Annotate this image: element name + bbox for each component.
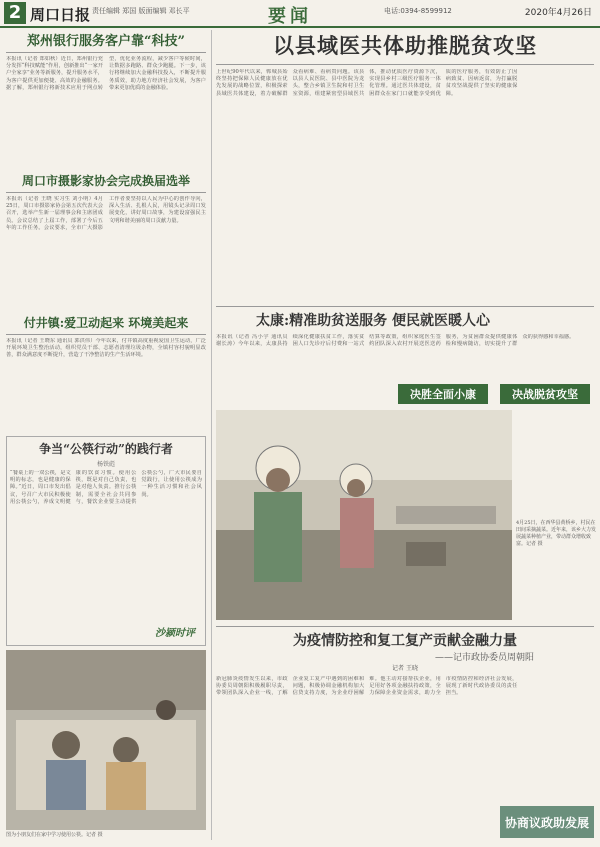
children-photo-caption: 图为小朋友们在家中学习使用公筷。记者 摄: [6, 832, 103, 838]
headline-bank: 郑州银行服务客户靠“科技”: [27, 34, 185, 49]
article-finance: [216, 630, 594, 834]
banner-tuopin: 决战脱贫攻坚: [500, 384, 590, 404]
page-header: [0, 0, 600, 28]
section-title: 要闻: [268, 6, 312, 27]
body-column: “餐桌上的一双公筷，是文明的标志，也是健康的保障。”近日，周口市发出倡议，号召广大市民积极使用公筷公勺，养成文明健康的饮食习惯。使用公筷，既是对自己负责，也是对他人负责。推行公筷制，需要全社会共同参与，餐饮企业要主动提供公筷公勺，广大市民要自觉践行，让使用公筷成为一种生活习惯和社会风尚。: [10, 470, 202, 505]
column-author: 杨铁彪: [96, 461, 115, 468]
hotline: 电话:0394-8599912: [384, 7, 452, 15]
headline-photo-assoc: 周口市摄影家协会完成换届选举: [21, 174, 190, 188]
column-badge: 沙颍时评: [155, 628, 195, 639]
farmers-photo: [216, 410, 512, 620]
body-lead: 上世纪90年代以来，郸城县始终坚持把保障人民健康放在优先发展的战略位置，积极探索县域医共体建设，着力破解群众看病难、看病贵问题。该县以县人民医院、县中医院为龙头，整合乡镇卫生院和村卫生室资源，组建紧密型县域医共体，推动优质医疗资源下沉，实现县乡村三级医疗服务一体化管理。通过医共体建设，贫困群众在家门口就能享受到优质的医疗服务，有效防止了因病致贫、因病返贫，为打赢脱贫攻坚战提供了坚实的健康保障。: [216, 69, 518, 97]
banner-xiaokang: 决胜全面小康: [398, 384, 488, 404]
issue-date: 2020年4月26日: [524, 8, 592, 18]
headline-taikang: 太康:精准助贫送服务 便民就医暖人心: [256, 313, 491, 329]
subtitle-finance: ——记市政协委员周朝阳: [434, 653, 534, 663]
page-number: 2: [4, 2, 26, 24]
body-fujing: 本报讯（记者 王晓东 通讯员 郭洪伟）今年以来，付井镇高度重视爱国卫生运动，广泛开展环境卫生整治活动，组织党员干部、志愿者清理垃圾杂物，全镇村容村貌明显改善，群众满意度不断提升，营造了干净整洁的生产生活环境。: [6, 338, 206, 359]
body-photo-assoc: 本报讯（记者 王晓 实习生 刘小明）4月25日，周口市摄影家协会第五次代表大会召开，选举产生新一届理事会和主席团成员。会议总结了上届工作，部署了今后五年的工作任务。会议要求，全市广大摄影工作者要坚持以人民为中心的创作导向，深入生活、扎根人民，用镜头记录周口发展变化，讲好周口故事，为建设富强民主文明和谐美丽的周口贡献力量。: [6, 196, 206, 231]
newspaper-brand: 周口日报: [30, 6, 91, 24]
farmers-photo-caption: 4月25日，在西华县黄桥乡，村民在田间采摘蔬菜。近年来，该乡大力发展蔬菜种植产业，带动群众增收致富。记者 摄: [516, 520, 597, 547]
editor-credits: 责任编辑 郑国 版面编辑 邓长平: [92, 7, 190, 15]
headline-finance: 为疫情防控和复工复产贡献金融力量: [293, 633, 517, 649]
article-fujing: [6, 314, 206, 428]
article-photo-assoc: [6, 172, 206, 302]
body-finance: 新冠肺炎疫情发生以来，市政协委员周朝阳积极履职尽责，带领团队深入企业一线，了解企业复工复产中遇到的困难和问题，积极协调金融机构加大信贷支持力度，为企业纾困解难。他主动对接帮扶企业，用足用好各项金融扶持政策，全力保障企业资金需求，助力全市疫情防控和经济社会发展，展现了新时代政协委员的责任担当。: [216, 676, 518, 697]
body-bank: 本报讯（记者 郑如秋）近日，郑州银行充分发挥“科技赋能”作用，创新推出“一家开户全家享”业务等新服务，提升服务水平，为客户提供更加便捷、高效的金融服务。据了解，郑州银行将新技术应用于网点转型，优化业务流程，减少客户等候时间，让数据多跑路、群众少跑腿。下一步，该行将继续加大金融科技投入，不断提升服务质效，助力地方经济社会发展，为客户带来更加优质的金融体验。: [6, 56, 206, 91]
headline-fujing: 付井镇:爱卫动起来 环境美起来: [23, 316, 189, 330]
article-bank: [6, 30, 206, 162]
article-lead: [216, 30, 594, 299]
banner-xieshang: 协商议政助发展: [500, 806, 594, 838]
headline-column: 争当“公筷行动”的践行者: [39, 442, 173, 456]
children-photo: [6, 650, 206, 830]
reporter-finance: 记者 王晓: [392, 665, 418, 672]
headline-lead: 以县域医共体助推脱贫攻坚: [273, 33, 537, 58]
body-taikang: 本报讯（记者 冯小宇 通讯员 谢长涛）今年以来，太康县持续深化健康扶贫工作，落实贫困人口先诊疗后付费和一站式结算等政策，组织家庭医生签约团队深入农村开展送医送药服务，为贫困群众提供健康体检和慢病随访，切实提升了群众的获得感和幸福感。: [216, 334, 575, 348]
column-box: [6, 436, 206, 646]
